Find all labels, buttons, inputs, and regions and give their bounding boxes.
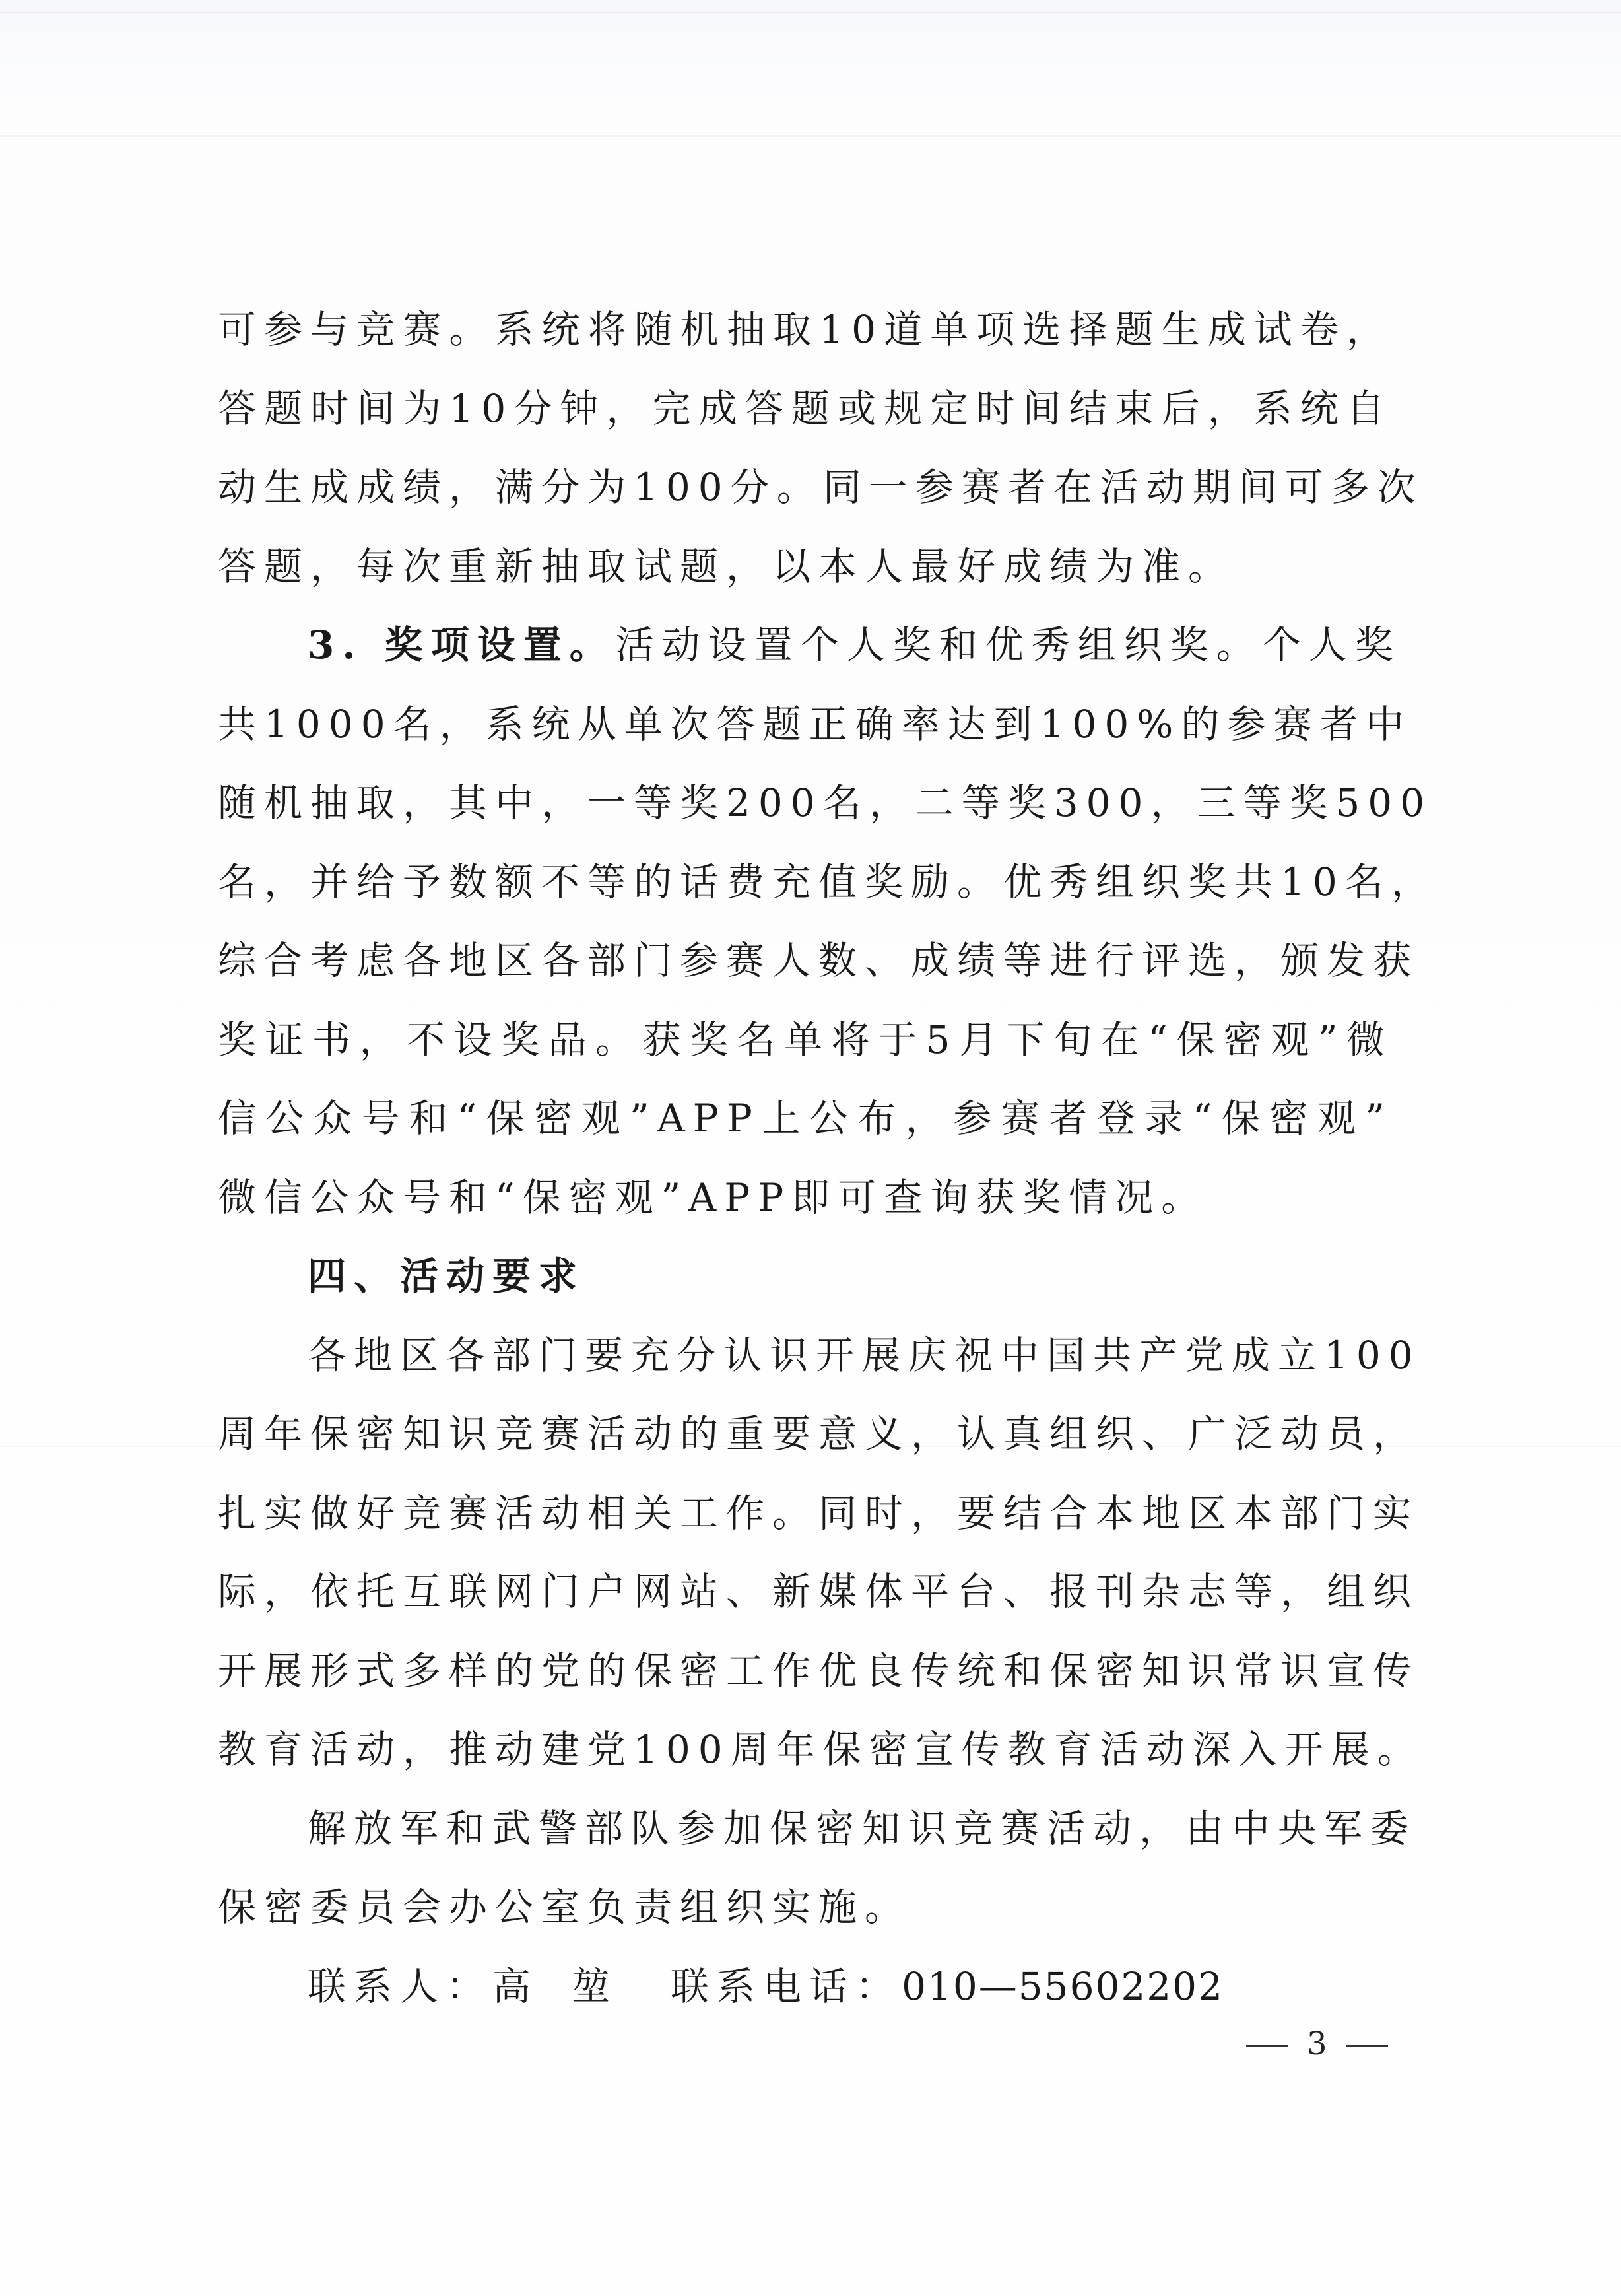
paragraph-line: 随机抽取，其中，一等奖200名，二等奖300，三等奖500 bbox=[218, 780, 1433, 825]
paragraph-line: 开展形式多样的党的保密工作优良传统和保密知识常识宣传 bbox=[218, 1648, 1420, 1693]
phone-label: 联系电话： bbox=[671, 1963, 902, 2009]
paragraph-line: 际，依托互联网门户网站、新媒体平台、报刊杂志等，组织 bbox=[218, 1569, 1420, 1614]
paragraph-line: 保密委员会办公室负责组织实施。 bbox=[218, 1885, 911, 1930]
body-text bbox=[218, 290, 1438, 2026]
paragraph-line: 解放军和武警部队参加保密知识竞赛活动，由中央军委 bbox=[308, 1806, 1417, 1851]
paragraph-line: 奖证书，不设奖品。获奖名单将于5月下旬在“保密观”微 bbox=[218, 1017, 1393, 1062]
paragraph-line: 教育活动，推动建党100周年保密宣传教育活动深入开展。 bbox=[218, 1727, 1424, 1772]
dash-left bbox=[1246, 2045, 1288, 2047]
paragraph-line: 动生成成绩，满分为100分。同一参赛者在活动期间可多次 bbox=[218, 465, 1424, 510]
paragraph-line: 各地区各部门要充分认识开展庆祝中国共产党成立100 bbox=[308, 1332, 1421, 1378]
contact-name-char: 堃 bbox=[572, 1963, 618, 2009]
dash-right bbox=[1346, 2045, 1388, 2047]
paragraph-line: 答题时间为10分钟，完成答题或规定时间结束后，系统自 bbox=[218, 386, 1393, 431]
paragraph-line: 周年保密知识竞赛活动的重要意义，认真组织、广泛动员， bbox=[218, 1411, 1420, 1456]
scan-artifact bbox=[0, 12, 1621, 13]
paragraph-line: 综合考虑各地区各部门参赛人数、成绩等进行评选，颁发获 bbox=[218, 938, 1420, 983]
scan-artifact bbox=[0, 135, 1621, 137]
paragraph-line: 共1000名，系统从单次答题正确率达到100%的参赛者中 bbox=[218, 701, 1412, 747]
contact-label: 联系人： bbox=[308, 1963, 493, 2009]
contact-name-char: 高 bbox=[492, 1963, 539, 2009]
section-lead: 3. 奖项设置。 bbox=[308, 623, 616, 667]
phone-number: 010—55602202 bbox=[902, 1963, 1224, 2009]
paragraph-line: 信公众号和“保密观”APP上公布，参赛者登录“保密观” bbox=[218, 1096, 1393, 1141]
paragraph-line: 名，并给予数额不等的话费充值奖励。优秀组织奖共10名， bbox=[218, 859, 1438, 904]
contact-line bbox=[218, 1947, 1393, 2027]
paragraph-line: 可参与竞赛。系统将随机抽取10道单项选择题生成试卷， bbox=[218, 307, 1393, 352]
paragraph-line: 微信公众号和“保密观”APP即可查询获奖情况。 bbox=[218, 1174, 1208, 1220]
paragraph-text: 活动设置个人奖和优秀组织奖。个人奖 bbox=[615, 623, 1401, 667]
page-number bbox=[1228, 2025, 1406, 2062]
page-number-value: 3 bbox=[1307, 2025, 1327, 2062]
paragraph-line: 答题，每次重新抽取试题，以本人最好成绩为准。 bbox=[218, 543, 1235, 589]
section-heading: 四、活动要求 bbox=[308, 1254, 585, 1299]
paragraph-line: 扎实做好竞赛活动相关工作。同时，要结合本地区本部门实 bbox=[218, 1490, 1420, 1536]
paragraph-line bbox=[218, 606, 1401, 685]
